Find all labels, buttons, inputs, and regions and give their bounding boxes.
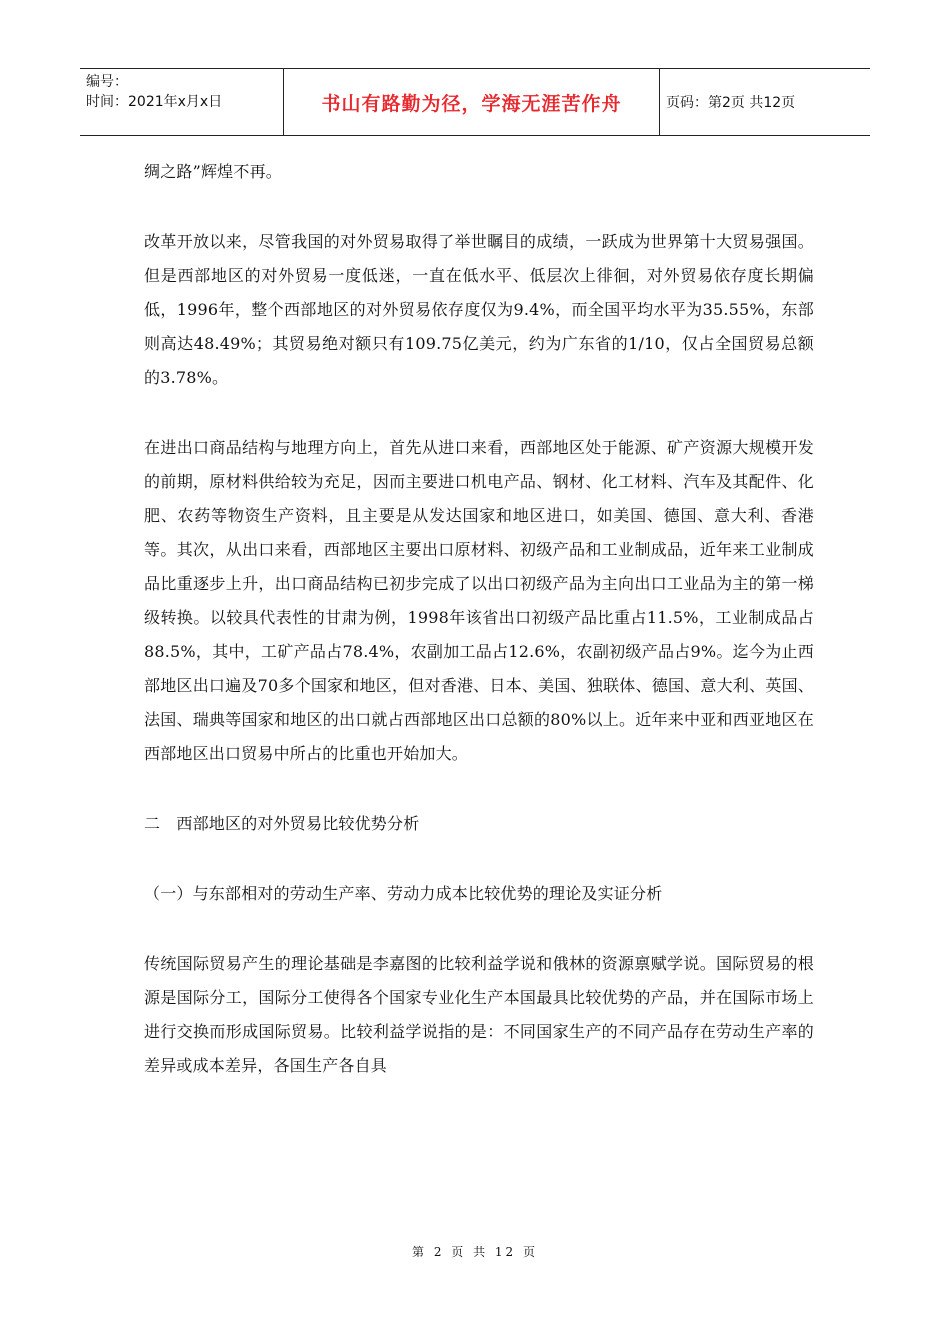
document-body <box>144 155 814 1083</box>
paragraph: 传统国际贸易产生的理论基础是李嘉图的比较利益学说和俄林的资源禀赋学说。国际贸易的根源是国际分工，国际分工使得各个国家专业化生产本国最具比较优势的产品，并在国际市场上进行交换而形成国际贸易。比较利益学说指的是：不同国家生产的不同产品存在劳动生产率的差异或成本差异，各国生产各自具 <box>144 954 814 1075</box>
page-footer: 第 2 页 共 12 页 <box>412 1245 538 1259</box>
serial-label: 编号： <box>86 74 128 90</box>
header-motto: 书山有路勤为径，学海无涯苦作舟 <box>283 69 660 135</box>
paragraph: 改革开放以来，尽管我国的对外贸易取得了举世瞩目的成绩，一跃成为世界第十大贸易强国。但是西部地区的对外贸易一度低迷，一直在低水平、低层次上徘徊，对外贸易依存度长期偏低，1996年，整个西部地区的对外贸易依存度仅为9.4%，而全国平均水平为35.55%，东部则高达48.49%；其贸易绝对额只有109.75亿美元，约为广东省的1/10，仅占全国贸易总额的3.78%。 <box>144 232 814 387</box>
sub-heading: （一）与东部相对的劳动生产率、劳动力成本比较优势的理论及实证分析 <box>144 884 663 903</box>
paragraph: 绸之路”辉煌不再。 <box>144 162 282 181</box>
header-meta <box>80 69 283 135</box>
time-label: 时间：2021年x月x日 <box>86 94 223 110</box>
page-header <box>80 68 870 136</box>
section-heading: 二 西部地区的对外贸易比较优势分析 <box>144 814 420 833</box>
header-page-number: 页码：第2页 共12页 <box>666 95 796 111</box>
paragraph: 在进出口商品结构与地理方向上，首先从进口来看，西部地区处于能源、矿产资源大规模开发的前期，原材料供给较为充足，因而主要进口机电产品、钢材、化工材料、汽车及其配件、化肥、农药等物资生产资料，且主要是从发达国家和地区进口，如美国、德国、意大利、香港等。其次，从出口来看，西部地区主要出口原材料、初级产品和工业制成品，近年来工业制成品比重逐步上升，出口商品结构已初步完成了以出口初级产品为主向出口工业品为主的第一梯级转换。以较具代表性的甘肃为例，1998年该省出口初级产品比重占11.5%，工业制成品占88.5%，其中，工矿产品占78.4%，农副加工品占12.6%，农副初级产品占9%。迄今为止西部地区出口遍及70多个国家和地区，但对香港、日本、美国、独联体、德国、意大利、英国、法国、瑞典等国家和地区的出口就占西部地区出口总额的80%以上。近年来中亚和西亚地区在西部地区出口贸易中所占的比重也开始加大。 <box>144 438 814 763</box>
